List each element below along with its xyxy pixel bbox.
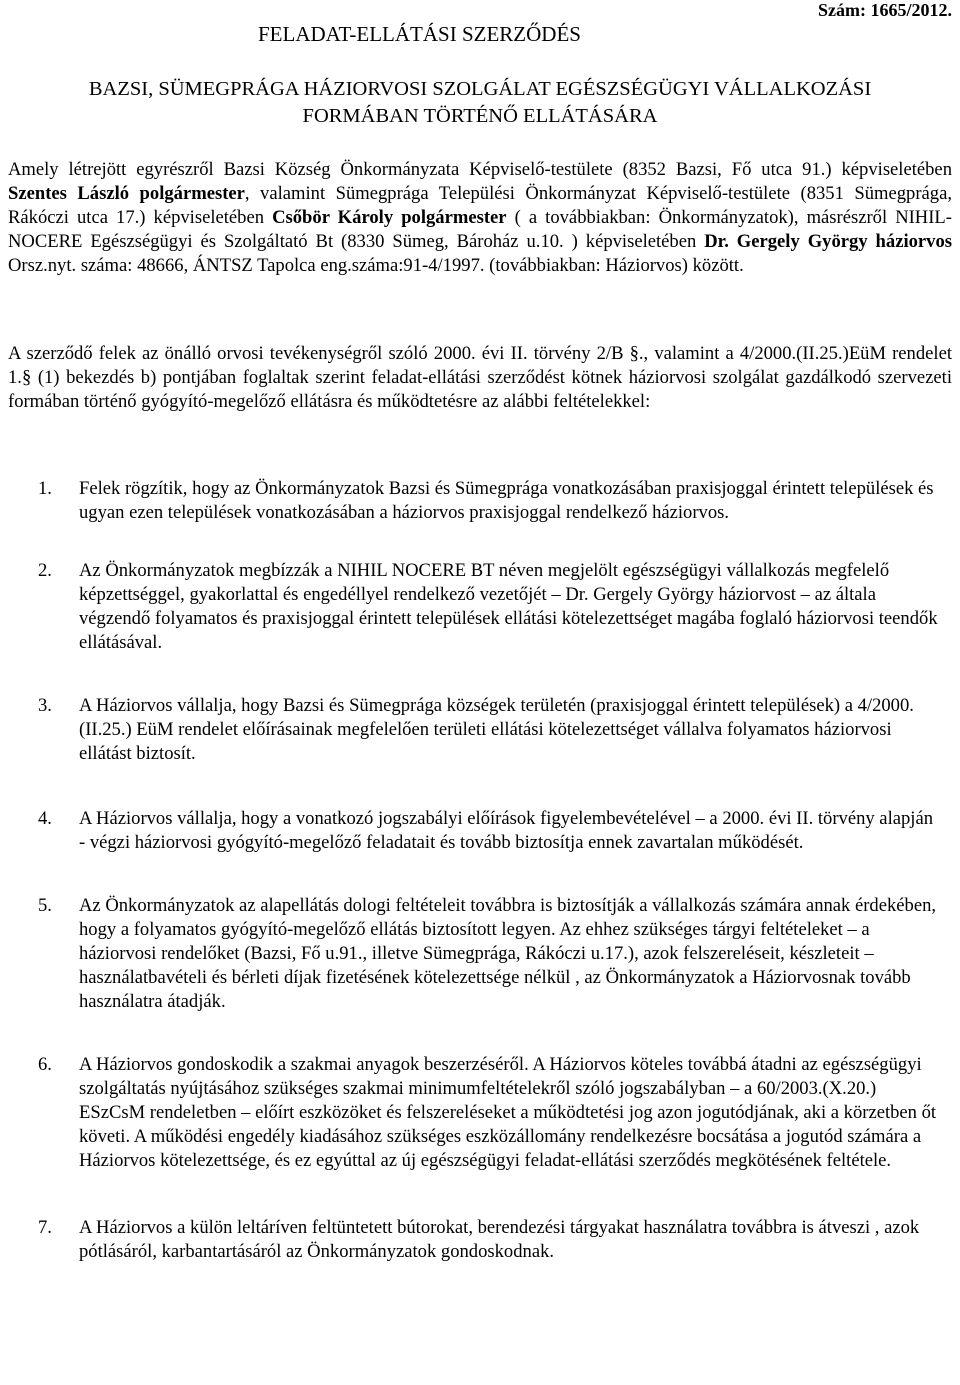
clause-text: Felek rögzítik, hogy az Önkormányzatok Bazsi és Sümegprága vonatkozásában praxisjoggal érintett települések és ugyan ezen települések vonatkozásában a háziorvos praxisjoggal rendelkező háziorvos.	[79, 478, 934, 523]
clause-number: 5.	[38, 895, 52, 916]
clause-number: 7.	[38, 1217, 52, 1238]
clause-number: 3.	[38, 695, 52, 716]
clause-item	[8, 807, 952, 855]
clause-text: A Háziorvos gondoskodik a szakmai anyagok beszerzéséről. A Háziorvos köteles továbbá átadni az egészségügyi szolgáltatás nyújtásához szükséges szakmai minimumfeltételekről szóló jogszabályban – a 60/2003.(X.20.) ESzCsM rendeletben – előírt eszközöket és felszereléseket a működtetési jog azon jogutódjának, aki a körzetben őt követi. A működési engedély kiadásához szükséges eszközállomány rendelkezésre bocsátása a jogutód számára a Háziorvos kötelezettsége, és ez egyúttal az új egészségügyi feladat-ellátási szerződés megkötésének feltétele.	[79, 1054, 937, 1171]
clause-number: 1.	[38, 478, 52, 499]
clause-text: A Háziorvos a külön leltáríven feltüntetett bútorokat, berendezési tárgyakat használatra továbbra is átveszi , azok pótlásáról, karbantartásáról az Önkormányzatok gondoskodnak.	[79, 1217, 920, 1262]
legal-basis-paragraph: A szerződő felek az önálló orvosi tevékenységről szóló 2000. évi II. törvény 2/B §., valamint a 4/2000.(II.25.)EüM rendelet 1.§ (1) bekezdés b) pontjában foglaltak szerint feladat-ellátási szerződést kötnek háziorvosi szolgálat gazdálkodó szervezeti formában történő gyógyító-megelőző ellátásra és működtetésre az alábbi feltételekkel:	[8, 343, 952, 412]
intro-text-1: Amely létrejött egyrészről Bazsi Község Önkormányzata Képviselő-testülete (8352 Bazsi, Fő utca 91.) képviseletében	[8, 159, 952, 180]
intro-paragraph	[8, 158, 952, 278]
clause-item	[8, 477, 952, 525]
document-number: Szám: 1665/2012.	[818, 0, 952, 20]
intro-text-2: , valamint Sümegprága Települési Önkormányzat Képviselő-testülete (8351 Sümegprága, Rákóczi utca 17.) képviseletében	[8, 183, 953, 228]
clause-item	[8, 694, 952, 766]
clause-text: Az Önkormányzatok megbízzák a NIHIL NOCERE BT néven megjelölt egészségügyi vállalkozás megfelelő képzettséggel, gyakorlattal és engedéllyel rendelkező vezetőjét – Dr. Gergely György háziorvost – az általa végzendő folyamatos és praxisjoggal érintett települések ellátási kötelezettséget magába foglaló háziorvosi teendők ellátásával.	[79, 560, 938, 653]
contract-clauses	[8, 477, 952, 1264]
intro-text-4: Orsz.nyt. száma: 48666, ÁNTSZ Tapolca eng.száma:91-4/1997. (továbbiakban: Háziorvos) között.	[8, 255, 744, 276]
mayor-sumegpraga: Csőbör Károly polgármester	[272, 207, 507, 228]
document-title: FELADAT-ELLÁTÁSI SZERZŐDÉS	[258, 22, 581, 46]
clause-text: Az Önkormányzatok az alapellátás dologi feltételeit továbbra is biztosítják a vállalkozás számára annak érdekében, hogy a folyamatos gyógyító-megelőző ellátás biztosított legyen. Az ehhez szükséges tárgyi feltételeket – a háziorvosi rendelőket (Bazsi, Fő u.91., illetve Sümegprága, Rákóczi u.17.), azok felszereléseit, készleteit – használatbavételi és bérleti díjak fizetésének kötelezettsége nélkül , az Önkormányzatok a Háziorvosnak tovább használatra átadják.	[79, 895, 937, 1012]
clause-item	[8, 1053, 952, 1173]
subtitle-line-2: FORMÁBAN TÖRTÉNŐ ELLÁTÁSÁRA	[302, 105, 658, 127]
clause-item	[8, 559, 952, 655]
clause-text: A Háziorvos vállalja, hogy Bazsi és Sümegprága községek területén (praxisjoggal érintett települések) a 4/2000.(II.25.) EüM rendelet előírásainak megfelelően területi ellátási kötelezettséget vállalva folyamatos háziorvosi ellátást biztosít.	[79, 695, 914, 764]
clause-number: 6.	[38, 1054, 52, 1075]
doctor-name: Dr. Gergely György háziorvos	[704, 231, 952, 252]
subtitle-line-1: BAZSI, SÜMEGPRÁGA HÁZIORVOSI SZOLGÁLAT EGÉSZSÉGÜGYI VÁLLALKOZÁSI	[88, 78, 872, 100]
clause-item	[8, 894, 952, 1014]
clause-number: 4.	[38, 808, 52, 829]
clause-text: A Háziorvos vállalja, hogy a vonatkozó jogszabályi előírások figyelembevételével – a 2000. évi II. törvény alapján - végzi háziorvosi gyógyító-megelőző feladatait és tovább biztosítja ennek zavartalan működését.	[79, 808, 933, 853]
clause-number: 2.	[38, 560, 52, 581]
mayor-bazsi: Szentes László polgármester	[8, 183, 245, 204]
document-subtitle	[0, 76, 960, 130]
intro-text-3: ( a továbbiakban: Önkormányzatok), másrészről NIHIL-NOCERE Egészségügyi és Szolgáltató Bt (8330 Sümeg, Bároház u.10. ) képviseletében	[8, 207, 952, 252]
clause-item	[8, 1216, 952, 1264]
